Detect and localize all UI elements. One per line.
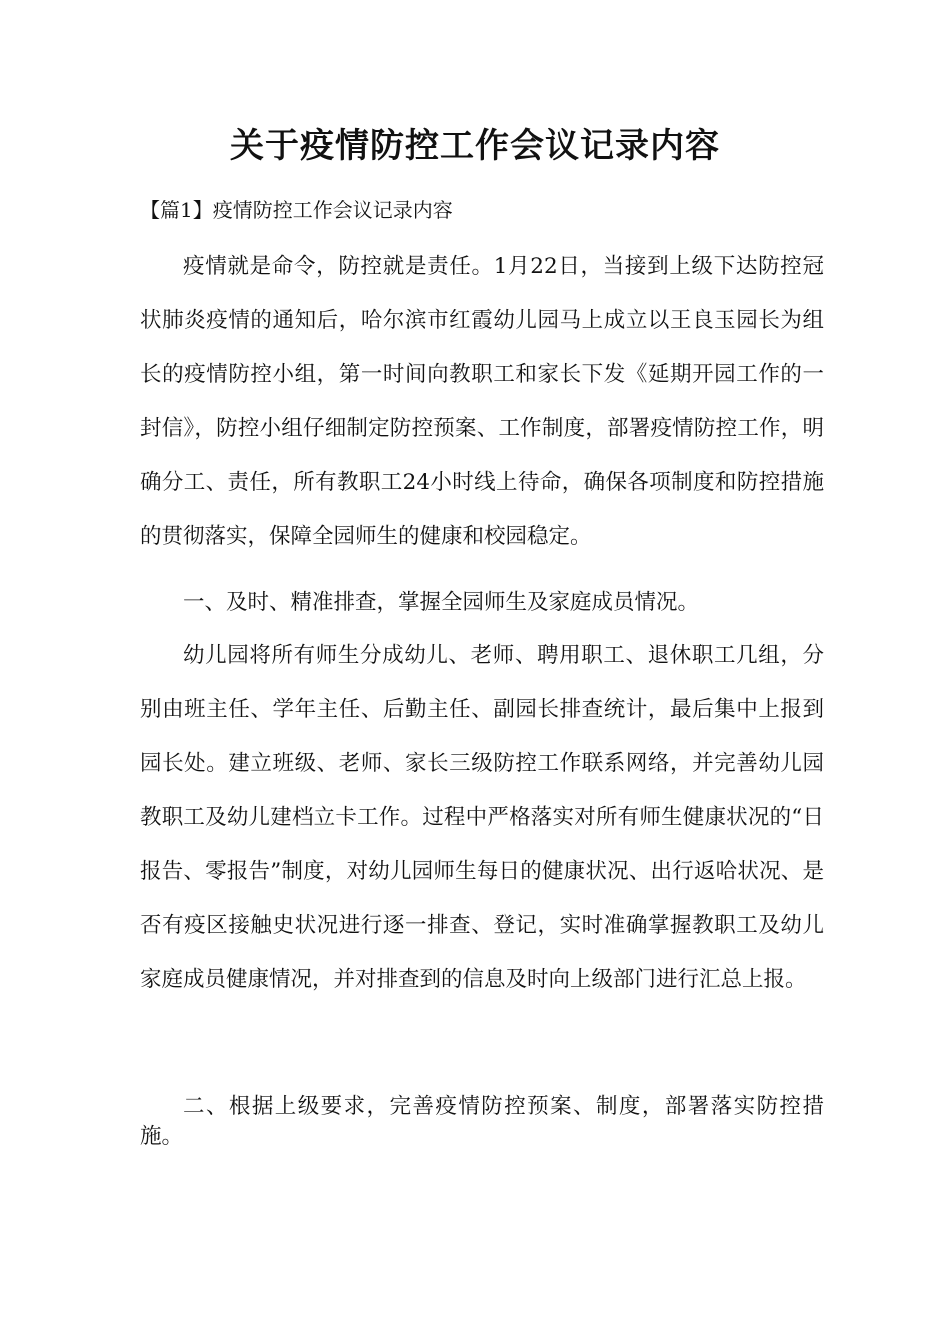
document-title: 关于疫情防控工作会议记录内容 [230,126,720,166]
paragraph-3: 幼儿园将所有师生分成幼儿、老师、聘用职工、退休职工几组，分别由班主任、学年主任、后勤主任、副园长排查统计，最后集中上报到园长处。建立班级、老师、家长三级防控工作联系网络，并完善幼儿园教职工及幼儿建档立卡工作。过程中严格落实对所有师生健康状况的“日报告、零报告”制度，对幼儿园师生每日的健康状况、出行返哈状况、是否有疫区接触史状况进行逐一排查、登记，实时准确掌握教职工及幼儿家庭成员健康情况，并对排查到的信息及时向上级部门进行汇总上报。 [140,643,824,992]
paragraph-1: 疫情就是命令，防控就是责任。1月22日，当接到上级下达防控冠状肺炎疫情的通知后，哈尔滨市红霞幼儿园马上成立以王良玉园长为组长的疫情防控小组，第一时间向教职工和家长下发《延期开园工作的一封信》，防控小组仔细制定防控预案、工作制度，部署疫情防控工作，明确分工、责任，所有教职工24小时线上待命，确保各项制度和防控措施的贯彻落实，保障全园师生的健康和校园稳定。 [140,254,824,549]
paragraph-2: 一、及时、精准排查，掌握全园师生及家庭成员情况。 [183,590,700,615]
paragraph-4: 二、根据上级要求，完善疫情防控预案、制度，部署落实防控措施。 [140,1094,824,1149]
section-heading: 【篇1】疫情防控工作会议记录内容 [140,198,453,222]
